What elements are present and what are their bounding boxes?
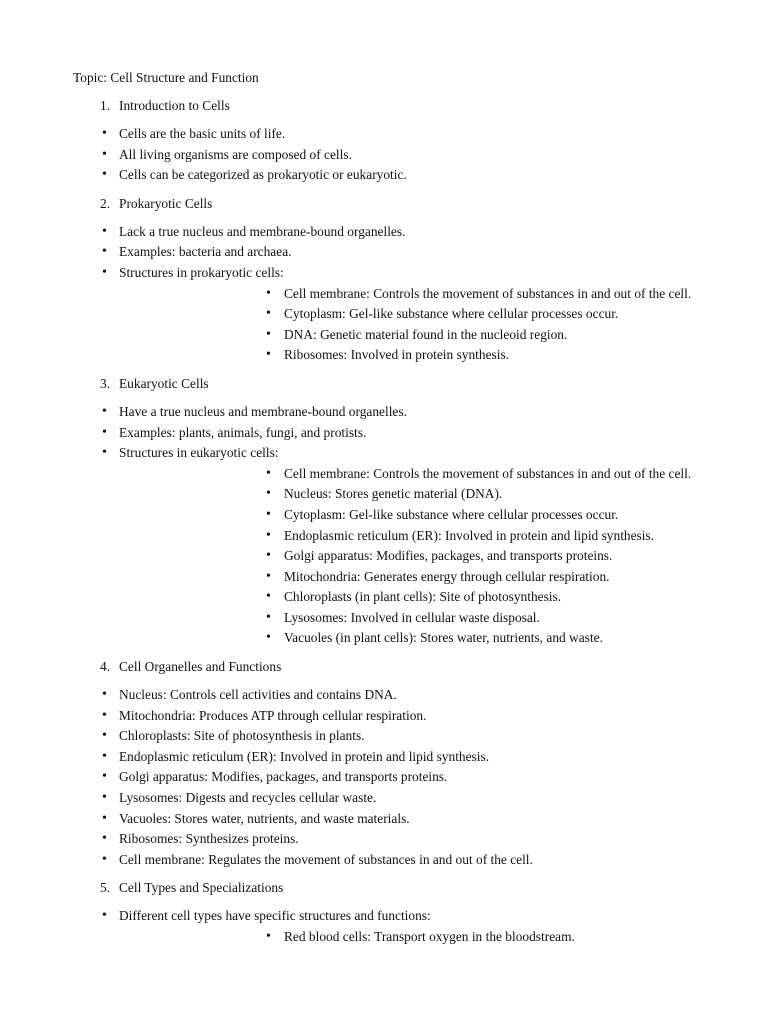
list-item (0, 263, 768, 366)
sub-list-item: • Cell membrane: Controls the movement of substances in and out of the cell. (119, 464, 768, 485)
list-item (0, 242, 768, 263)
list-item-text: Nucleus: Controls cell activities and contains DNA. (119, 687, 397, 703)
list-item (0, 443, 768, 649)
list-item (0, 747, 768, 768)
list-item (0, 402, 768, 423)
sub-list-item: • Vacuoles (in plant cells): Stores water, nutrients, and waste. (119, 628, 768, 649)
bullet-list (0, 222, 768, 366)
list-item-text: Lysosomes: Digests and recycles cellular waste. (119, 790, 377, 806)
list-item (0, 222, 768, 243)
list-item-text: Cells are the basic units of life. (119, 126, 286, 141)
section-3 (0, 374, 768, 649)
list-item-text: Lack a true nucleus and membrane-bound organelles. (119, 223, 406, 239)
list-item (0, 809, 768, 830)
list-item-text: Examples: plants, animals, fungi, and protists. (119, 424, 367, 440)
list-item (0, 788, 768, 809)
list-item-text: Cell membrane: Regulates the movement of substances in and out of the cell. (119, 851, 533, 867)
list-item (0, 906, 768, 947)
sub-list-item: • Lysosomes: Involved in cellular waste disposal. (119, 608, 768, 629)
list-item-text: Structures in eukaryotic cells: (119, 445, 279, 461)
list-item-text: Endoplasmic reticulum (ER): Involved in protein and lipid synthesis. (119, 748, 490, 764)
section-title: Cell Types and Specializations (119, 880, 284, 896)
section-2 (0, 194, 768, 366)
sub-bullet-list (119, 927, 768, 948)
sub-list-item: • Golgi apparatus: Modifies, packages, and transports proteins. (119, 546, 768, 567)
list-item-text: Examples: bacteria and archaea. (119, 244, 292, 260)
section-number: 2. (100, 195, 111, 211)
list-item (0, 850, 768, 871)
list-item (0, 726, 768, 747)
section-heading (0, 878, 768, 898)
list-item (0, 423, 768, 444)
section-number: 1. (100, 98, 111, 113)
section-number: 4. (100, 659, 111, 675)
section-4 (0, 657, 768, 870)
page-title: Topic: Cell Structure and Function (73, 70, 259, 85)
list-item-text: All living organisms are composed of cells. (119, 146, 352, 162)
sub-list-item: • Red blood cells: Transport oxygen in the bloodstream. (119, 927, 768, 948)
section-number: 5. (100, 880, 111, 896)
list-item-text: Golgi apparatus: Modifies, packages, and transports proteins. (119, 769, 448, 785)
list-item-text: Different cell types have specific structures and functions: (119, 908, 431, 924)
list-item (0, 685, 768, 706)
section-5 (0, 878, 768, 947)
bullet-list (0, 906, 768, 947)
section-heading (0, 374, 768, 394)
section-title: Cell Organelles and Functions (119, 659, 282, 675)
section-title: Introduction to Cells (119, 98, 230, 113)
section-heading (0, 96, 768, 116)
sections-container (0, 96, 768, 956)
list-item-text: Structures in prokaryotic cells: (119, 264, 284, 280)
section-title: Eukaryotic Cells (119, 375, 209, 391)
list-item-text: Ribosomes: Synthesizes proteins. (119, 831, 299, 847)
list-item-text: Vacuoles: Stores water, nutrients, and waste materials. (119, 810, 410, 826)
list-item-text: Have a true nucleus and membrane-bound organelles. (119, 403, 407, 419)
section-title: Prokaryotic Cells (119, 195, 213, 211)
sub-bullet-list (119, 284, 768, 366)
section-heading (0, 657, 768, 677)
list-item (0, 145, 768, 166)
list-item (0, 124, 768, 145)
sub-list-item: • Chloroplasts (in plant cells): Site of photosynthesis. (119, 587, 768, 608)
bullet-list (0, 685, 768, 870)
section-1 (0, 96, 768, 186)
sub-list-item: • Cytoplasm: Gel-like substance where cellular processes occur. (119, 505, 768, 526)
list-item (0, 829, 768, 850)
section-number: 3. (100, 375, 111, 391)
list-item (0, 706, 768, 727)
list-item (0, 165, 768, 186)
sub-list-item: • Cell membrane: Controls the movement of substances in and out of the cell. (119, 284, 768, 305)
sub-list-item: • Endoplasmic reticulum (ER): Involved in protein and lipid synthesis. (119, 526, 768, 547)
sub-list-item: • Ribosomes: Involved in protein synthesis. (119, 345, 768, 366)
bullet-list (0, 124, 768, 186)
list-item (0, 767, 768, 788)
list-item-text: Cells can be categorized as prokaryotic or eukaryotic. (119, 167, 407, 183)
sub-bullet-list (119, 464, 768, 649)
bullet-list (0, 402, 768, 649)
section-heading (0, 194, 768, 214)
list-item-text: Chloroplasts: Site of photosynthesis in plants. (119, 728, 365, 744)
sub-list-item: • Mitochondria: Generates energy through cellular respiration. (119, 567, 768, 588)
list-item-text: Mitochondria: Produces ATP through cellular respiration. (119, 707, 427, 723)
sub-list-item: • DNA: Genetic material found in the nucleoid region. (119, 325, 768, 346)
sub-list-item: • Nucleus: Stores genetic material (DNA). (119, 484, 768, 505)
sub-list-item: • Cytoplasm: Gel-like substance where cellular processes occur. (119, 304, 768, 325)
